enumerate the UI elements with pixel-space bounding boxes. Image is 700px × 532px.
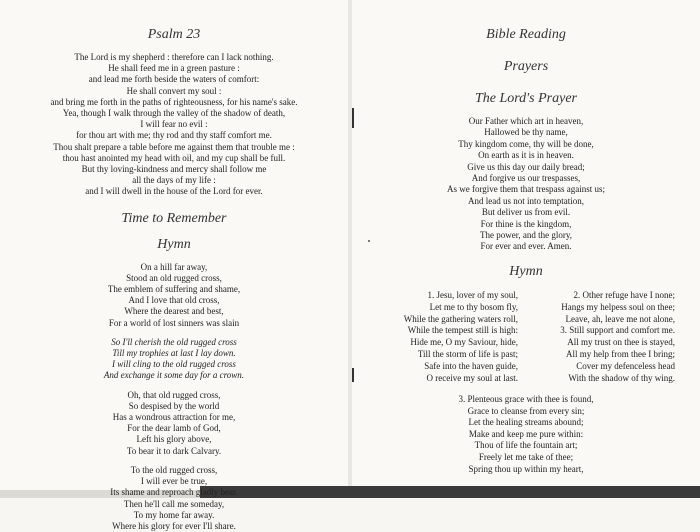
hymn-column-2 bbox=[540, 290, 675, 384]
hymn-line: On a hill far away, bbox=[140, 261, 208, 272]
bible-reading-title: Bible Reading bbox=[486, 27, 566, 42]
hymn-line: Hide me, O my Saviour, hide, bbox=[410, 337, 518, 348]
hymn-verse-3 bbox=[0, 465, 348, 532]
chorus-line: So I'll cherish the old rugged cross bbox=[111, 336, 237, 347]
hymn-line: Spring thou up within my heart, bbox=[468, 463, 584, 474]
psalm-line: and bring me forth in the paths of righteousness, for his name's sake. bbox=[50, 96, 298, 107]
hymn-line: And I love that old cross, bbox=[128, 295, 220, 306]
hymn-line: Hangs my helpess soul on thee; bbox=[561, 301, 675, 312]
hymn-line: Thou of life the fountain art; bbox=[474, 440, 578, 451]
right-column bbox=[352, 26, 700, 253]
hymn-chorus bbox=[0, 337, 348, 382]
hymn-column-1 bbox=[400, 290, 518, 384]
hymn-verse-2 bbox=[0, 390, 348, 457]
prayers-title: Prayers bbox=[503, 59, 549, 74]
hymn-line: Where his glory for ever I'll share. bbox=[112, 520, 236, 531]
psalm-line: thou hast anointed my head with oil, and my cup shall be full. bbox=[62, 152, 286, 163]
hymn-line: While the gathering waters roll, bbox=[403, 313, 518, 324]
hymn-line: 3. Still support and comfort me. bbox=[560, 325, 675, 336]
hymn-line: Safe into the haven guide, bbox=[424, 360, 518, 371]
hymn-verse-1 bbox=[0, 262, 348, 329]
psalm-title: Psalm 23 bbox=[147, 27, 201, 42]
prayer-line: The power, and the glory, bbox=[479, 230, 573, 241]
chorus-line: I will cling to the old rugged cross bbox=[112, 359, 236, 370]
prayer-line: And lead us not into temptation, bbox=[468, 195, 584, 206]
prayer-line: Give us this day our daily bread; bbox=[467, 161, 585, 172]
prayer-line: As we forgive them that trespass against us; bbox=[446, 184, 606, 195]
time-to-remember-title: Time to Remember bbox=[121, 210, 227, 226]
psalm-line: But thy loving-kindness and mercy shall follow me bbox=[81, 164, 267, 175]
psalm-line: The Lord is my shepherd : therefore can I lack nothing. bbox=[74, 52, 274, 62]
lords-prayer-title: The Lord's Prayer bbox=[474, 91, 578, 106]
hymn-line: Leave, ah, leave me not alone, bbox=[565, 313, 675, 324]
binding-mark-bottom bbox=[352, 368, 354, 382]
hymn-line: Make and keep me pure within: bbox=[468, 428, 584, 439]
prayer-line: For ever and ever. Amen. bbox=[480, 241, 572, 252]
psalm-line: He shall feed me in a green pasture : bbox=[108, 63, 240, 74]
hymn-line: Left his glory above, bbox=[136, 434, 212, 445]
psalm-line: I will fear no evil : bbox=[140, 119, 208, 130]
hymn-line: 1. Jesu, lover of my soul, bbox=[427, 290, 518, 300]
psalm-line: He shall convert my soul : bbox=[126, 85, 222, 96]
hymn-line: All my help from thee I bring; bbox=[566, 348, 675, 359]
hymn-line: While the tempest still is high: bbox=[407, 325, 518, 336]
hymn-line: The emblem of suffering and shame, bbox=[107, 284, 241, 295]
psalm-line: all the days of my life : bbox=[132, 175, 216, 186]
hymn-line: To bear it to dark Calvary. bbox=[126, 445, 222, 456]
hymn-title: Hymn bbox=[157, 236, 191, 252]
hymn-line: Cover my defenceless head bbox=[576, 360, 675, 371]
hymn-title-right: Hymn bbox=[509, 264, 543, 279]
lords-prayer-text bbox=[352, 116, 700, 253]
prayer-line: Hallowed be thy name, bbox=[484, 127, 568, 138]
chorus-line: Till my trophies at last I lay down. bbox=[112, 348, 236, 359]
hymn-line: Where the dearest and best, bbox=[124, 306, 224, 317]
hymn-line: Stood an old rugged cross, bbox=[126, 272, 222, 283]
hymn-line: Let me to thy bosom fly, bbox=[429, 301, 518, 312]
hymn-line: To my home far away. bbox=[133, 509, 215, 520]
hymn-line: So despised by the world bbox=[128, 400, 220, 411]
hymn-line: Till the storm of life is past; bbox=[417, 348, 518, 359]
hymn-verse-3-right bbox=[352, 394, 700, 475]
chorus-line: And exchange it some day for a crown. bbox=[103, 370, 245, 381]
prayer-line: And forgive us our trespasses, bbox=[471, 173, 581, 184]
psalm-line: Yea, though I walk through the valley of the shadow of death, bbox=[62, 108, 286, 119]
hymn-line: Has a wondrous attraction for me, bbox=[112, 412, 236, 423]
hymn-line: Oh, that old rugged cross, bbox=[127, 389, 221, 400]
psalm-text bbox=[0, 52, 348, 198]
hymn-line: With the shadow of thy wing. bbox=[568, 372, 675, 383]
hymn-line: Let the healing streams abound; bbox=[468, 417, 584, 428]
prayer-line: For thine is the kingdom, bbox=[480, 218, 572, 229]
hymn-line: To the old rugged cross, bbox=[130, 464, 218, 475]
psalm-line: Thou shalt prepare a table before me against them that trouble me : bbox=[53, 141, 295, 152]
hymn-line: Then he'll call me someday, bbox=[123, 498, 225, 509]
prayer-line: Thy kingdom come, thy will be done, bbox=[458, 138, 594, 149]
hymn-line: For a world of lost sinners was slain bbox=[108, 317, 240, 328]
hymn-line: Grace to cleanse from every sin; bbox=[467, 405, 585, 416]
psalm-line: for thou art with me; thy rod and thy staff comfort me. bbox=[76, 130, 272, 141]
hymn-line: O receive my soul at last. bbox=[426, 372, 518, 383]
hymn-line: 2. Other refuge have I none; bbox=[573, 290, 675, 300]
left-column bbox=[0, 26, 348, 532]
hymn-line: All my trust on thee is stayed, bbox=[567, 337, 675, 348]
hymn-line: I will ever be true, bbox=[140, 476, 208, 487]
hymn-line: 3. Plenteous grace with thee is found, bbox=[458, 394, 594, 404]
prayer-line: Our Father which art in heaven, bbox=[468, 116, 584, 126]
hymn-line: Freely let me take of thee; bbox=[478, 451, 574, 462]
prayer-line: On earth as it is in heaven. bbox=[478, 150, 574, 161]
hymn-line: Its shame and reproach gladly bear. bbox=[110, 487, 238, 498]
hymn-line: For the dear lamb of God, bbox=[127, 423, 221, 434]
psalm-line: and lead me forth beside the waters of comfort: bbox=[88, 74, 260, 85]
prayer-line: But deliver us from evil. bbox=[481, 207, 571, 218]
psalm-line: and I will dwell in the house of the Lord for ever. bbox=[85, 186, 263, 197]
